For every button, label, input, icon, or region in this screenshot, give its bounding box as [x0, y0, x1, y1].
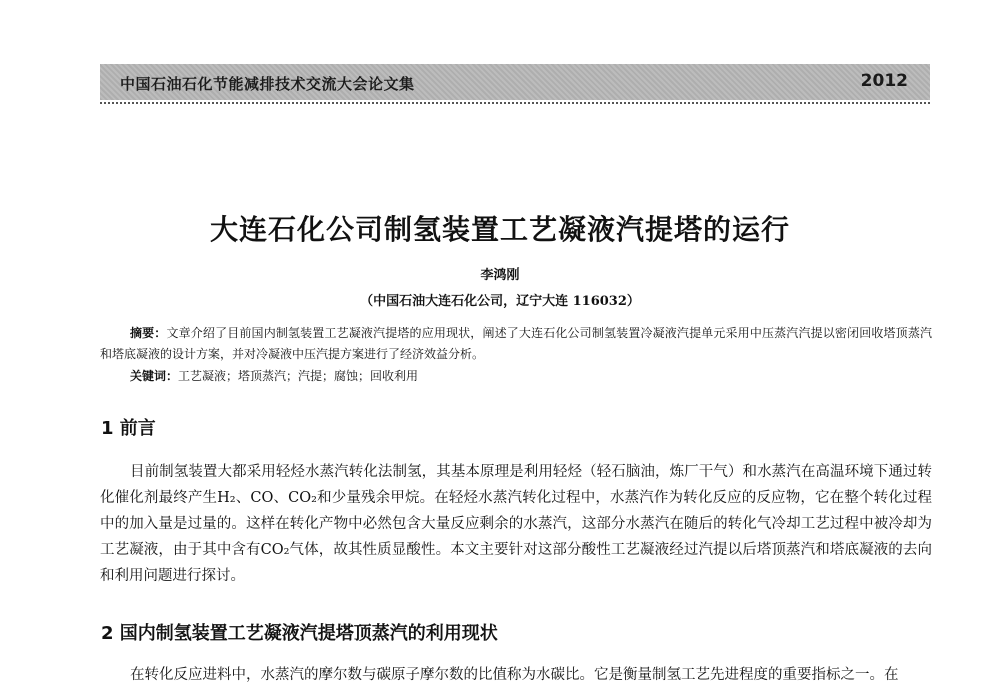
abstract-label: 摘要：	[130, 326, 167, 340]
journal-title: 中国石油石化节能减排技术交流大会论文集	[120, 75, 415, 93]
keywords	[130, 366, 930, 387]
journal-year: 2012	[860, 71, 908, 91]
section-paragraph-utilization: 在转化反应进料中，水蒸汽的摩尔数与碳原子摩尔数的比值称为水碳比。它是衡量制氢工艺先进程度的重要指标之一。在	[130, 667, 899, 683]
keywords-label: 关键词：	[130, 369, 179, 383]
section-paragraph-introduction: 目前制氢装置大都采用轻烃水蒸汽转化法制氢，其基本原理是利用轻烃（轻石脑油，炼厂干气）和水蒸汽在高温环境下通过转化催化剂最终产生H₂、CO、CO₂和少量残余甲烷。在轻烃水蒸汽转化过程中，水蒸汽作为转化反应的反应物，它在整个转化过程中的加入量是过量的。这样在转化产物中必然包含大量反应剩余的水蒸汽，这部分水蒸汽在随后的转化气冷却工艺过程中被冷却为工艺凝液，由于其中含有CO₂气体，故其性质显酸性。本文主要针对这部分酸性工艺凝液经过汽提以后塔顶蒸汽和塔底凝液的去向和利用问题进行探讨。	[100, 464, 932, 584]
abstract	[100, 323, 932, 365]
author-affiliation: （中国石油大连石化公司，辽宁大连 116032）	[360, 294, 640, 309]
running-header	[100, 64, 930, 100]
paper-title: 大连石化公司制氢装置工艺凝液汽提塔的运行	[209, 213, 790, 246]
keywords-text: 工艺凝液；塔顶蒸汽；汽提；腐蚀；回收利用	[178, 369, 419, 383]
abstract-text: 文章介绍了目前国内制氢装置工艺凝液汽提塔的应用现状，阐述了大连石化公司制氢装置冷凝液汽提单元采用中压蒸汽汽提以密闭回收塔顶蒸汽和塔底凝液的设计方案，并对冷凝液中压汽提方案进行了经济效益分析。	[100, 326, 932, 361]
header-divider	[100, 102, 930, 104]
section-heading-introduction: 1 前言	[101, 418, 156, 439]
paper-author: 李鸿刚	[480, 268, 520, 283]
section-heading-utilization: 2 国内制氢装置工艺凝液汽提塔顶蒸汽的利用现状	[101, 623, 498, 644]
